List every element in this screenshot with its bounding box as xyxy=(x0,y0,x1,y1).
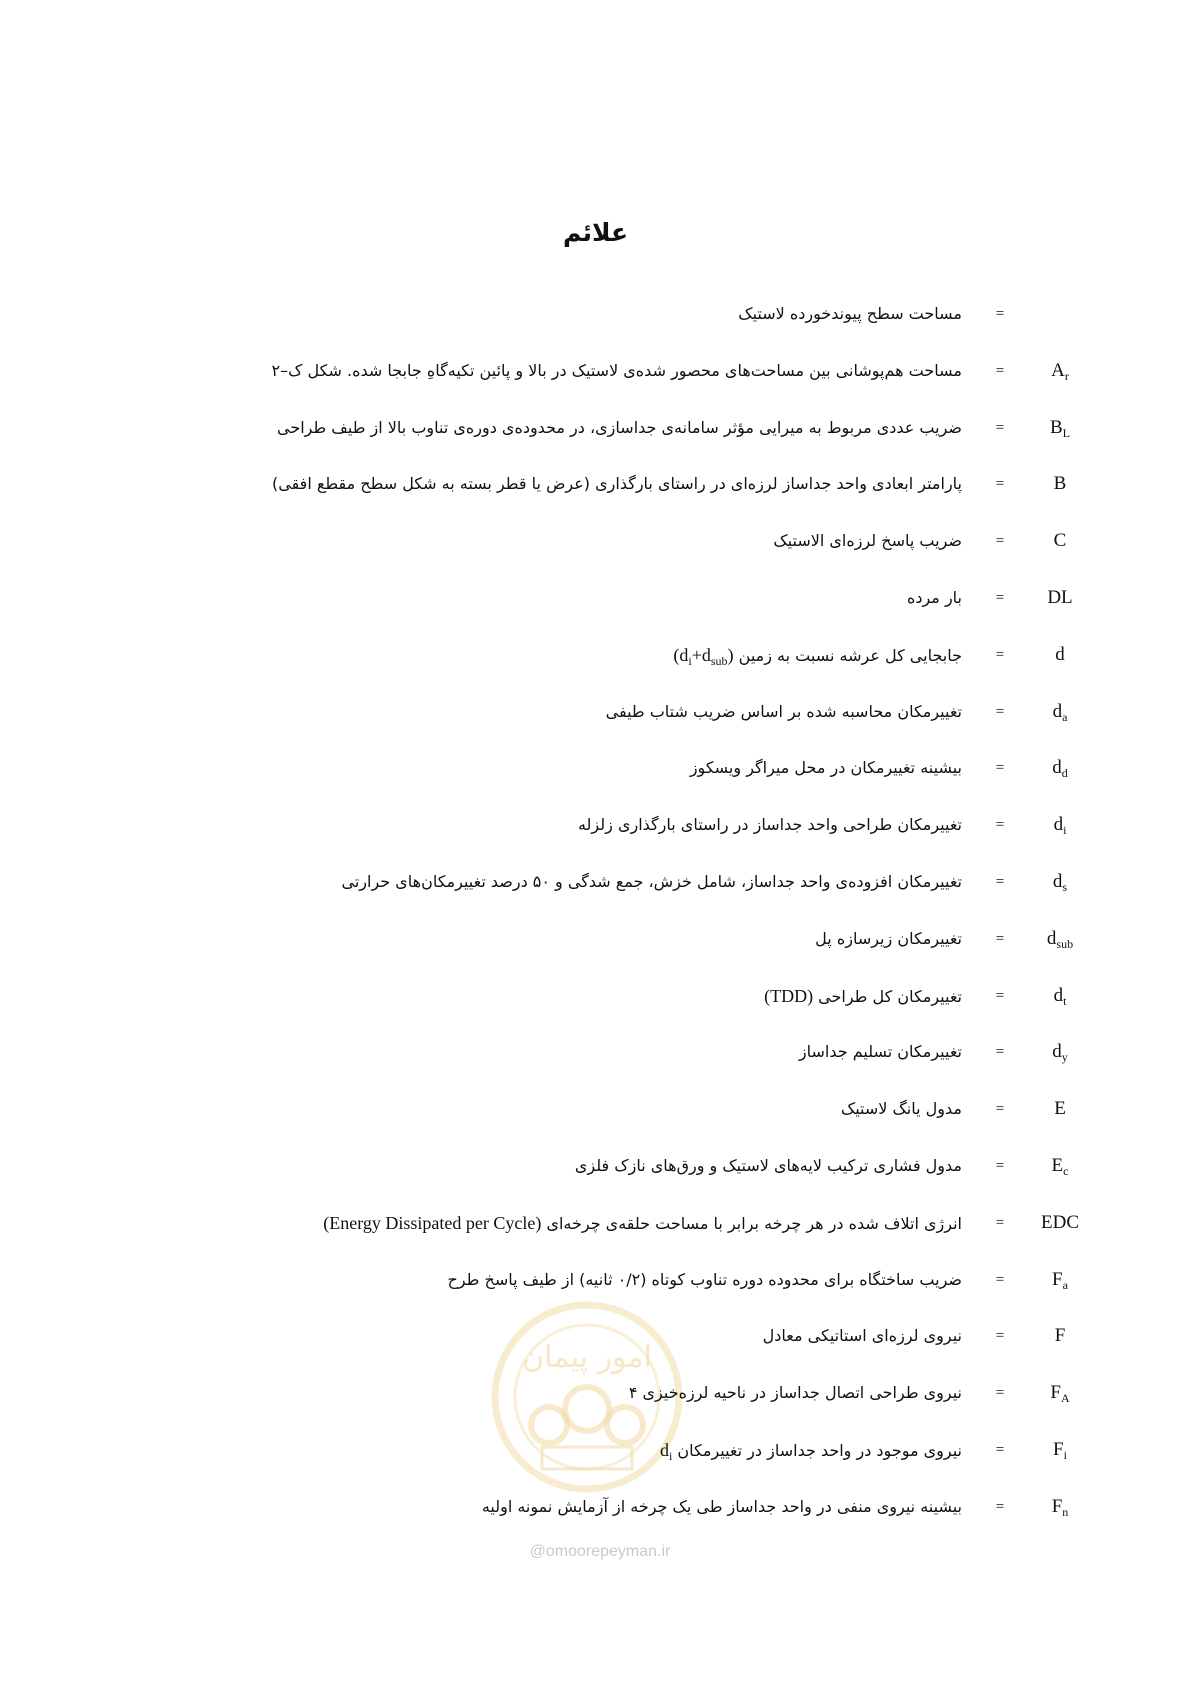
inline-latin-expression xyxy=(659,1439,673,1463)
expression-part: +d xyxy=(691,644,711,665)
symbol-description xyxy=(222,416,962,440)
equals-sign: = xyxy=(995,1441,1005,1458)
equals-sign: = xyxy=(995,1044,1005,1061)
symbol-main: d xyxy=(1052,700,1063,722)
symbol xyxy=(1040,984,1080,1008)
symbol-description xyxy=(222,472,962,496)
description-text: ضریب عددی مربوط به میرایی مؤثر سامانه‌ی جداسازی، در محدوده‌ی دوره‌ی تناوب بالا از طیف طراحی xyxy=(276,417,962,437)
equals-sign: = xyxy=(995,930,1005,947)
symbol-subscript: t xyxy=(1063,993,1067,1008)
symbol xyxy=(1040,416,1080,440)
symbol-row xyxy=(0,984,1191,1041)
symbol-description xyxy=(222,984,962,1009)
expression-part: (TDD) xyxy=(764,985,814,1006)
symbol-row xyxy=(0,416,1191,473)
symbol xyxy=(1040,1268,1080,1292)
symbol-description xyxy=(222,1381,962,1405)
equals-sign: = xyxy=(995,362,1005,379)
equals-sign: = xyxy=(995,760,1005,777)
symbol-main: d xyxy=(1052,757,1062,779)
symbol-row xyxy=(0,1381,1191,1438)
symbol-description xyxy=(222,1154,962,1178)
symbol-row xyxy=(0,1097,1191,1154)
symbol xyxy=(1040,1154,1080,1178)
symbol-row xyxy=(0,700,1191,757)
symbol-description xyxy=(222,529,962,553)
symbol-main: C xyxy=(1053,530,1067,552)
equals-sign: = xyxy=(995,1214,1005,1231)
description-text: انرژی اتلاف شده در هر چرخه برابر با مساحت حلقه‌ی چرخه‌ای xyxy=(546,1213,962,1233)
symbol-main: E xyxy=(1051,1154,1064,1176)
description-text: مدول یانگ لاستیک xyxy=(840,1099,962,1119)
symbol-row xyxy=(0,586,1191,643)
symbol xyxy=(1040,927,1080,951)
symbol-description xyxy=(222,586,962,610)
symbols-list xyxy=(0,302,1191,1552)
symbol-main: A xyxy=(1051,359,1065,381)
watermark-text: @omoorepeyman.ir xyxy=(529,1543,671,1560)
symbol-description xyxy=(222,643,962,668)
symbol-subscript: i xyxy=(1063,823,1067,838)
symbol-subscript: L xyxy=(1062,425,1071,440)
inline-latin-expression xyxy=(673,644,734,668)
symbol-row xyxy=(0,1438,1191,1495)
description-text: تغییرمکان تسلیم جداساز xyxy=(798,1042,962,1062)
description-text: مساحت سطح پیوندخورده لاستیک xyxy=(738,304,962,323)
symbol xyxy=(1040,756,1080,780)
symbol-description xyxy=(222,1040,962,1064)
description-text: جابجایی کل عرشه نسبت به زمین xyxy=(738,645,962,665)
symbol xyxy=(1040,1211,1080,1235)
symbol-main: B xyxy=(1053,473,1067,495)
symbol-main: d xyxy=(1052,870,1063,892)
symbol-subscript: c xyxy=(1063,1163,1069,1178)
symbol-main: d xyxy=(1052,1041,1062,1063)
equals-sign: = xyxy=(995,1101,1005,1118)
expression-subscript: i xyxy=(688,653,692,668)
symbol xyxy=(1040,472,1080,496)
description-text: نیروی موجود در واحد جداساز در تغییرمکان xyxy=(677,1440,962,1460)
symbol-main: F xyxy=(1053,1438,1064,1460)
equals-sign: = xyxy=(995,817,1005,834)
symbol-subscript: n xyxy=(1062,1504,1069,1519)
description-text: مساحت هم‌پوشانی بین مساحت‌های محصور شده‌ی لاستیک در بالا و پائین تکیه‌گاهِ جابجا شده. شکل ک–۲ xyxy=(271,360,962,380)
symbol-subscript: r xyxy=(1064,368,1069,383)
expression-subscript: i xyxy=(668,1448,673,1463)
symbol-row xyxy=(0,870,1191,927)
symbol-description xyxy=(222,700,962,724)
symbol-main: F xyxy=(1051,1495,1063,1517)
symbol-description xyxy=(222,1211,962,1236)
symbol-row xyxy=(0,1211,1191,1268)
equals-sign: = xyxy=(995,1157,1005,1174)
description-text: مدول فشاری ترکیب لایه‌های لاستیک و ورق‌های نازک فلزی xyxy=(574,1155,962,1175)
symbol-subscript: A xyxy=(1060,1391,1070,1406)
symbol-subscript: d xyxy=(1061,766,1068,781)
symbol-main: d xyxy=(1053,814,1064,836)
description-text: تغییرمکان طراحی واحد جداساز در راستای بارگذاری زلزله xyxy=(577,815,962,835)
symbol xyxy=(1040,1097,1080,1121)
equals-sign: = xyxy=(995,306,1005,322)
symbol-description xyxy=(222,813,962,837)
symbol-description xyxy=(222,1495,962,1519)
equals-sign: = xyxy=(995,419,1005,436)
description-text: بیشینه نیروی منفی در واحد جداساز طی یک چرخه از آزمایش نمونه اولیه xyxy=(481,1496,962,1516)
symbol-description xyxy=(222,756,962,780)
equals-sign: = xyxy=(995,1498,1005,1515)
symbol-description xyxy=(222,1097,962,1121)
description-text: نیروی لرزه‌ای استاتیکی معادل xyxy=(762,1326,962,1346)
symbol-description xyxy=(222,359,962,383)
symbol-main: d xyxy=(1055,643,1065,665)
equals-sign: = xyxy=(995,1385,1005,1402)
symbol-description xyxy=(222,927,962,951)
symbol-row xyxy=(0,1495,1191,1552)
symbol-main: E xyxy=(1054,1098,1066,1120)
symbol xyxy=(1040,813,1080,837)
equals-sign: = xyxy=(995,589,1005,606)
equals-sign: = xyxy=(995,703,1005,720)
description-text: نیروی طراحی اتصال جداساز در ناحیه لرزه‌خیزی ۴ xyxy=(628,1383,962,1403)
symbol-description xyxy=(222,1324,962,1348)
equals-sign: = xyxy=(995,987,1005,1004)
symbol-main: EDC xyxy=(1041,1211,1079,1233)
equals-sign: = xyxy=(995,476,1005,493)
symbol xyxy=(1040,1495,1080,1519)
inline-latin-expression xyxy=(323,1213,541,1233)
symbol-main: DL xyxy=(1047,586,1073,608)
inline-latin-expression xyxy=(764,986,813,1006)
symbol-row xyxy=(0,1154,1191,1211)
expression-part: d xyxy=(659,1439,669,1460)
symbol-row xyxy=(0,359,1191,416)
page-title: علائم xyxy=(562,218,629,247)
symbol-row xyxy=(0,813,1191,870)
symbol xyxy=(1040,700,1080,724)
symbol-subscript: y xyxy=(1061,1050,1068,1065)
symbol xyxy=(1040,359,1080,383)
description-text: تغییرمکان محاسبه شده بر اساس ضریب شتاب طیفی xyxy=(605,701,962,721)
symbol xyxy=(1040,1438,1080,1462)
description-text: تغییرمکان زیرسازه پل xyxy=(815,928,962,948)
symbol xyxy=(1040,643,1080,667)
symbol-main: F xyxy=(1050,1382,1061,1404)
symbol xyxy=(1040,586,1080,610)
symbol-description xyxy=(222,1438,962,1463)
symbol xyxy=(1040,1040,1080,1064)
description-text: تغییرمکان کل طراحی xyxy=(818,986,962,1006)
symbol-description xyxy=(222,302,962,326)
symbol-main: d xyxy=(1046,927,1057,949)
expression-part: (Energy Dissipated per Cycle) xyxy=(323,1212,542,1233)
symbol-main: F xyxy=(1054,1325,1066,1347)
description-text: تغییرمکان افزوده‌ی واحد جداساز، شامل خزش، جمع شدگی و ۵۰ درصد تغییرمکان‌های حرارتی xyxy=(341,871,962,891)
symbol xyxy=(1040,529,1080,553)
equals-sign: = xyxy=(995,646,1005,663)
symbol-row xyxy=(0,302,1191,359)
symbol-main: B xyxy=(1049,416,1063,438)
symbol-row xyxy=(0,1324,1191,1381)
symbol-subscript: s xyxy=(1062,879,1068,894)
symbol-row xyxy=(0,756,1191,813)
symbol-row xyxy=(0,1040,1191,1097)
description-text: بیشینه تغییرمکان در محل میراگر ویسکوز xyxy=(689,758,962,778)
symbol xyxy=(1040,1324,1080,1348)
symbol-main: d xyxy=(1053,984,1064,1006)
expression-subscript: sub xyxy=(710,653,728,668)
symbol-row xyxy=(0,472,1191,529)
symbol-row xyxy=(0,643,1191,700)
equals-sign: = xyxy=(995,1328,1005,1345)
symbol-subscript: a xyxy=(1062,709,1068,724)
expression-part: (d xyxy=(673,644,689,665)
symbol xyxy=(1040,870,1080,894)
symbol-row xyxy=(0,529,1191,586)
symbol xyxy=(1040,1381,1080,1405)
expression-part: ) xyxy=(727,644,734,665)
symbol-subscript: i xyxy=(1063,1447,1067,1462)
symbol-row xyxy=(0,1268,1191,1325)
symbol-description xyxy=(222,870,962,894)
symbol-main: F xyxy=(1052,1268,1063,1290)
equals-sign: = xyxy=(995,873,1005,890)
symbol-description xyxy=(222,1268,962,1292)
description-text: پارامتر ابعادی واحد جداساز لرزه‌ای در راستای بارگذاری (عرض یا قطر بسته به شکل سطح مقطع افقی) xyxy=(272,474,962,494)
equals-sign: = xyxy=(995,533,1005,550)
equals-sign: = xyxy=(995,1271,1005,1288)
symbol-row xyxy=(0,927,1191,984)
symbol-subscript: sub xyxy=(1056,936,1074,951)
watermark-logo-text: امور پیمان xyxy=(522,1340,652,1375)
description-text: ضریب ساختگاه برای محدوده دوره تناوب کوتاه (۰/۲ ثانیه) از طیف پاسخ طرح xyxy=(447,1269,962,1289)
description-text: ضریب پاسخ لرزه‌ای الاستیک xyxy=(773,531,962,551)
description-text: بار مرده xyxy=(906,587,962,607)
symbol-subscript: a xyxy=(1062,1277,1068,1292)
